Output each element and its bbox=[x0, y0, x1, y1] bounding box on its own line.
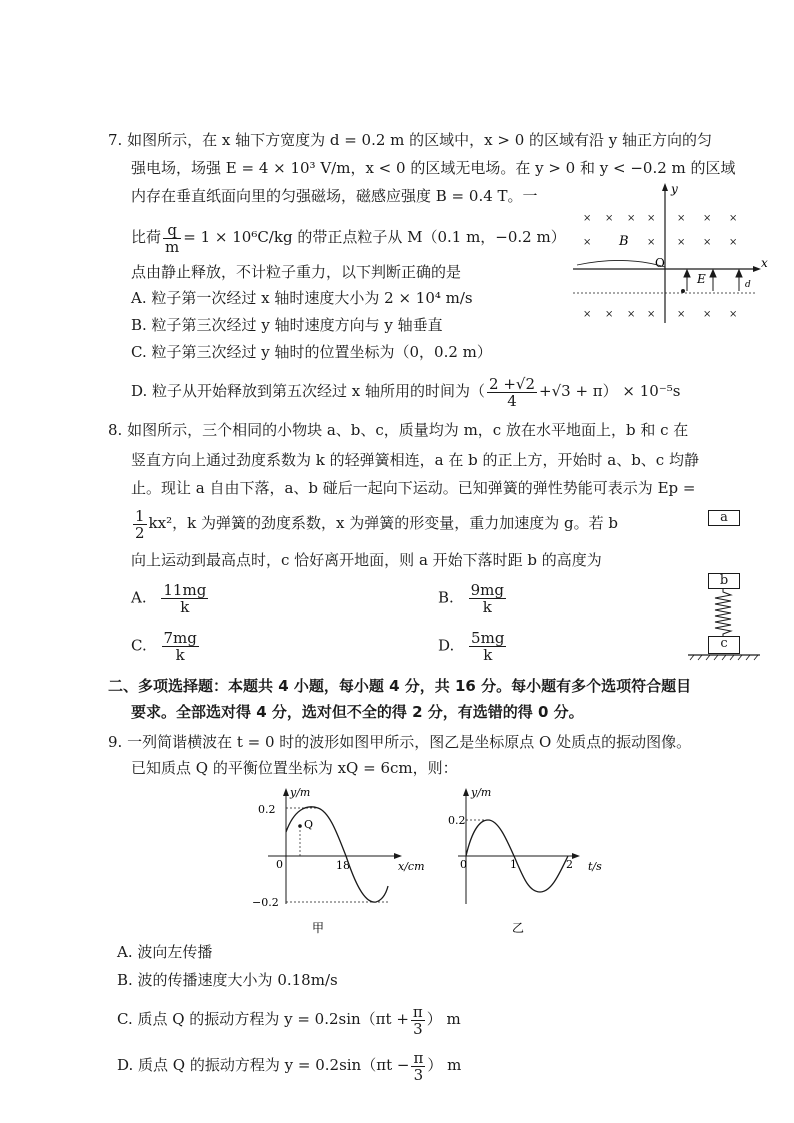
q7-e-label: E bbox=[697, 272, 706, 286]
q7-d-label: d bbox=[745, 280, 751, 290]
graph2-y-top-label: 0.2 bbox=[448, 814, 466, 827]
graph1-caption: 甲 bbox=[312, 921, 325, 935]
svg-text:×: × bbox=[729, 309, 738, 320]
q8-option-a: A. $\frac{11mg}{k}$ bbox=[131, 581, 207, 616]
q8-option-c: C. $\frac{7mg}{k}$ bbox=[131, 629, 197, 664]
graph2-tick-1: 1 bbox=[510, 858, 517, 871]
svg-text:×: × bbox=[583, 237, 592, 248]
q8-option-b: B. $\frac{9mg}{k}$ bbox=[438, 581, 504, 616]
graph2-caption: 乙 bbox=[512, 921, 525, 935]
graph1-x-tick-18: 18 bbox=[336, 859, 350, 872]
svg-text:×: × bbox=[647, 213, 656, 224]
q7-line-3: 内存在垂直纸面向里的匀强磁场，磁感应强度 B = 0.4 T。一 bbox=[131, 187, 538, 205]
svg-text:×: × bbox=[627, 309, 636, 320]
point-q bbox=[298, 824, 302, 828]
q8-line-2: 竖直方向上通过劲度系数为 k 的轻弹簧相连，a 在 b 的正上方，开始时 a、b、c 均静 bbox=[131, 451, 699, 469]
svg-text:×: × bbox=[703, 309, 712, 320]
q7-x-axis-label: x bbox=[761, 256, 768, 270]
q7-line-2: 强电场，场强 E = 4 × 10³ V/m，x < 0 的区域无电场。在 y > 0 和 y < −0.2 m 的区域 bbox=[131, 159, 736, 177]
graph1-q-label: Q bbox=[304, 818, 314, 831]
charge-mass-fraction: $\frac{q}{m}$ bbox=[165, 220, 180, 256]
graph2-origin-label: 0 bbox=[460, 858, 467, 871]
point-m bbox=[681, 289, 685, 293]
q9-option-c: C. 质点 Q 的振动方程为 y = 0.2sin（πt + $\frac{\pi}{3}$ ） m bbox=[117, 1002, 461, 1038]
q7-option-a: A. 粒子第一次经过 x 轴时速度大小为 2 × 10⁴ m/s bbox=[131, 289, 473, 307]
q7-y-axis-label: y bbox=[671, 182, 678, 196]
graph1-y-axis-label: y/m bbox=[290, 786, 311, 799]
q7-option-c: C. 粒子第三次经过 y 轴时的位置坐标为（0，0.2 m） bbox=[131, 343, 492, 361]
section-2-instructions: 要求。全部选对得 4 分，选对但不全的得 2 分，有选错的得 0 分。 bbox=[131, 703, 584, 721]
electric-field-arrows bbox=[684, 270, 742, 291]
svg-text:×: × bbox=[677, 237, 686, 248]
q8-line-3: 止。现让 a 自由下落，a、b 碰后一起向下运动。已知弹簧的弹性势能可表示为 Ep = bbox=[131, 479, 696, 497]
q7-b-label: B bbox=[619, 234, 629, 249]
q7-line-5: 点由静止释放，不计粒子重力，以下判断正确的是 bbox=[131, 263, 462, 281]
graph1-y-top-label: 0.2 bbox=[258, 803, 276, 816]
svg-text:×: × bbox=[605, 309, 614, 320]
q7-option-b: B. 粒子第三次经过 y 轴时速度方向与 y 轴垂直 bbox=[131, 316, 443, 334]
vibration-graph-yi bbox=[448, 786, 618, 936]
q9-option-b: B. 波的传播速度大小为 0.18m/s bbox=[117, 971, 338, 989]
graph2-tick-2: 2 bbox=[566, 858, 573, 871]
svg-text:×: × bbox=[583, 213, 592, 224]
svg-text:×: × bbox=[647, 237, 656, 248]
q7-option-d-fraction: $\frac{2 +√2}{4}$ bbox=[489, 374, 536, 410]
q9-line-1: 9. 一列简谐横波在 t = 0 时的波形如图甲所示，图乙是坐标原点 O 处质点的振动图像。 bbox=[108, 733, 692, 751]
q8-option-d: D. $\frac{5mg}{k}$ bbox=[438, 629, 505, 664]
q8-line-1: 8. 如图所示，三个相同的小物块 a、b、c，质量均为 m，c 放在水平地面上，b 和 c 在 bbox=[108, 421, 689, 439]
q8-line-5: 向上运动到最高点时，c 恰好离开地面，则 a 开始下落时距 b 的高度为 bbox=[131, 551, 602, 569]
graph1-y-bottom-label: −0.2 bbox=[252, 896, 279, 909]
q9-line-2: 已知质点 Q 的平衡位置坐标为 xQ = 6cm，则： bbox=[131, 759, 458, 777]
q9-option-d: D. 质点 Q 的振动方程为 y = 0.2sin（πt − $\frac{\pi}{3}$ ） m bbox=[117, 1048, 462, 1084]
q8-half-fraction: $\frac{1}{2}$ bbox=[135, 506, 145, 542]
block-b: b bbox=[708, 573, 740, 589]
q7-option-d: D. 粒子从开始释放到第五次经过 x 轴所用的时间为（ $\frac{2 +√2}{4}$ +√3 + π） × 10⁻⁵s bbox=[131, 374, 681, 410]
graph1-origin-label: 0 bbox=[276, 858, 283, 871]
svg-text:×: × bbox=[605, 213, 614, 224]
block-c: c bbox=[708, 636, 740, 654]
svg-text:×: × bbox=[677, 213, 686, 224]
wave-graph-jia bbox=[248, 786, 438, 936]
svg-text:×: × bbox=[703, 237, 712, 248]
q7-line-1: 7. 如图所示，在 x 轴下方宽度为 d = 0.2 m 的区域中，x > 0 的区域有沿 y 轴正方向的匀 bbox=[108, 131, 713, 149]
svg-text:×: × bbox=[677, 309, 686, 320]
svg-text:×: × bbox=[729, 213, 738, 224]
graph2-y-axis-label: y/m bbox=[471, 786, 492, 799]
graph2-x-axis-label: t/s bbox=[588, 860, 602, 873]
svg-text:×: × bbox=[647, 309, 656, 320]
q7-field-figure bbox=[565, 183, 785, 333]
q8-line-4: $\frac{1}{2}$ kx²，k 为弹簧的劲度系数，x 为弹簧的形变量，重力加速度为 g。若 b bbox=[135, 506, 618, 542]
svg-text:×: × bbox=[627, 213, 636, 224]
q7-line-4: 比荷 $\frac{q}{m}$ = 1 × 10⁶C/kg 的带正点粒子从 M（0.1 m，−0.2 m） bbox=[131, 220, 566, 256]
svg-text:×: × bbox=[729, 237, 738, 248]
q7-origin-label: O bbox=[655, 256, 665, 270]
graph1-x-axis-label: x/cm bbox=[398, 860, 425, 873]
block-a: a bbox=[708, 510, 740, 526]
q9-option-a: A. 波向左传播 bbox=[117, 943, 213, 961]
svg-text:×: × bbox=[703, 213, 712, 224]
svg-text:×: × bbox=[583, 309, 592, 320]
section-2-heading: 二、多项选择题：本题共 4 小题，每小题 4 分，共 16 分。每小题有多个选项符合题目 bbox=[108, 677, 692, 695]
